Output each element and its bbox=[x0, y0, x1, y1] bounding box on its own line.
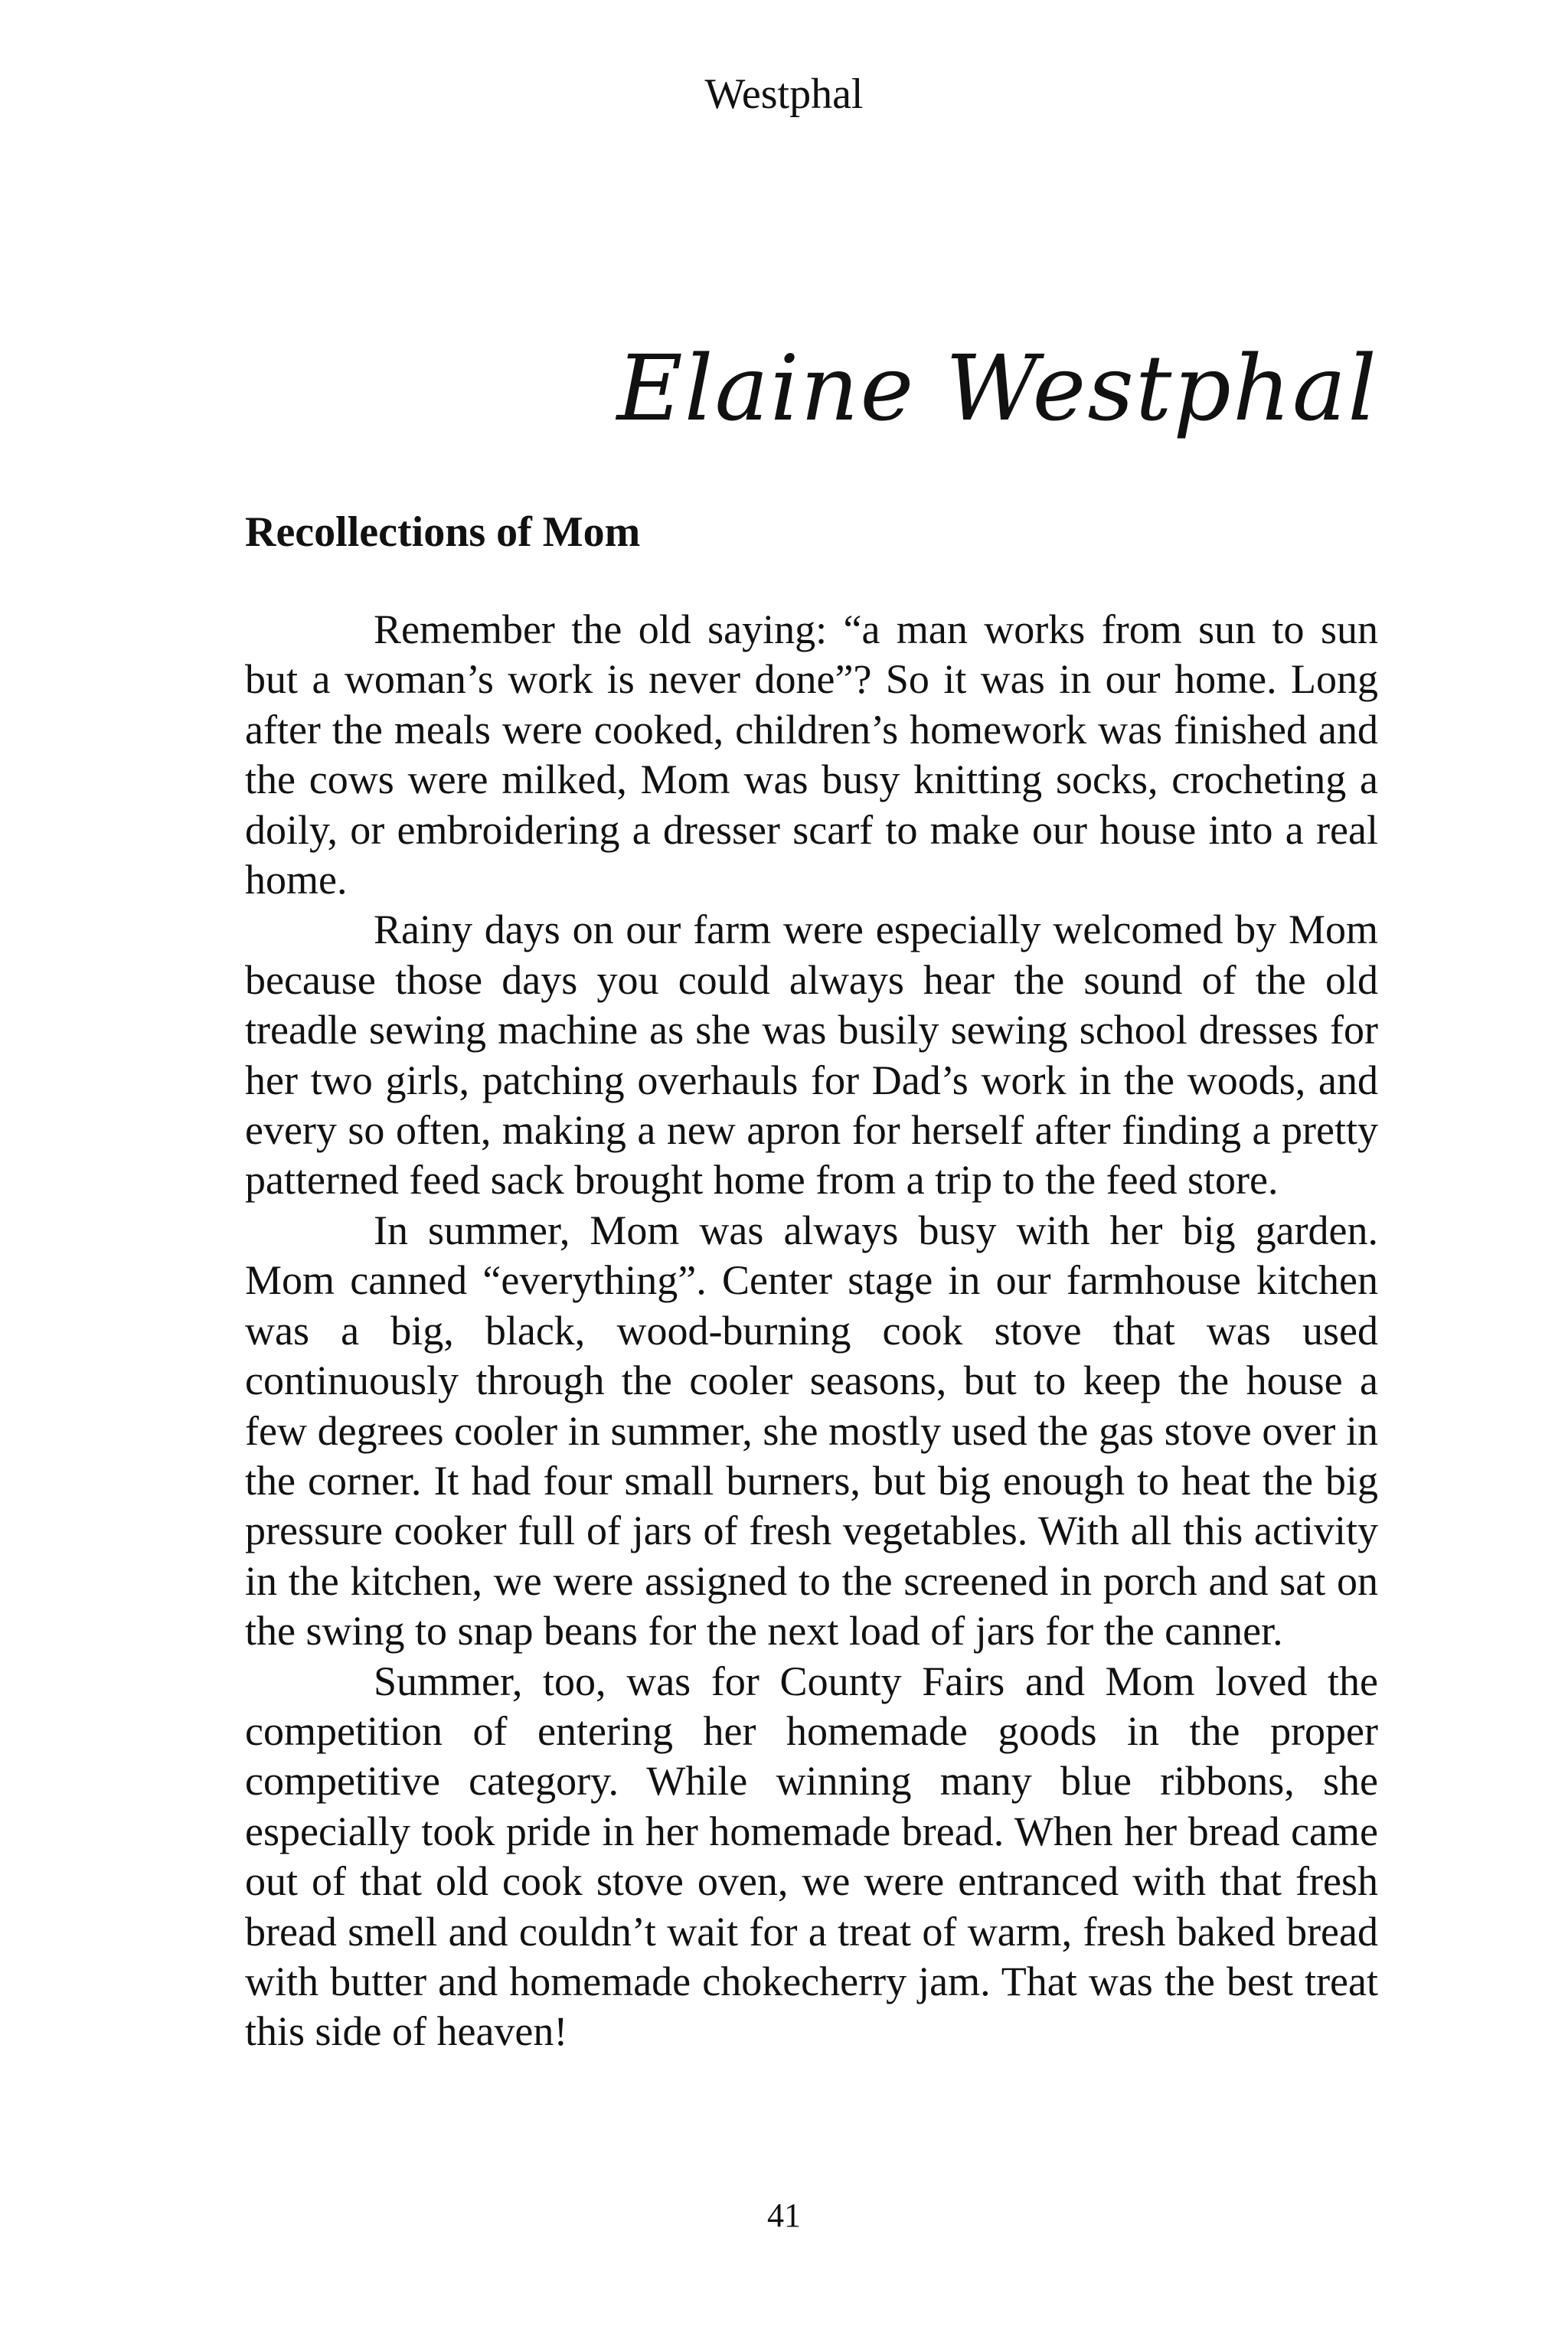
paragraph: Remember the old saying: “a man works from sun to sun but a woman’s work is never done”? So it was in our home. Long after the meals were cooked, children’s homework was finished and the cows were milked, Mom was busy knitting socks, crocheting a doily, or embroidering a dresser scarf to make our house into a real home. bbox=[245, 606, 1378, 903]
body-text bbox=[245, 605, 1378, 2057]
paragraph: Summer, too, was for County Fairs and Mom loved the competition of entering her homemade goods in the proper competitive category. While winning many blue ribbons, she especially took pride in her homemade bread. When her bread came out of that old cook stove oven, we were entranced with that fresh bread smell and couldn’t wait for a treat of warm, fresh baked bread with butter and homemade chokecherry jam. That was the best treat this side of heaven! bbox=[245, 1658, 1378, 2055]
section-title: Recollections of Mom bbox=[245, 508, 641, 556]
author-name: Elaine Westphal bbox=[616, 335, 1378, 441]
running-head: Westphal bbox=[704, 70, 864, 118]
paragraph: Rainy days on our farm were especially welcomed by Mom because those days you could always hear the sound of the old treadle sewing machine as she was busily sewing school dresses for her two girls, patching overhauls for Dad’s work in the woods, and every so often, making a new apron for herself after finding a pretty patterned feed sack brought home from a trip to the feed store. bbox=[245, 906, 1378, 1204]
page-number: 41 bbox=[767, 2197, 801, 2234]
paragraph: In summer, Mom was always busy with her big garden. Mom canned “everything”. Center stage in our farmhouse kitchen was a big, black, wood-burning cook stove that was used continuously through the cooler seasons, but to keep the house a few degrees cooler in summer, she mostly used the gas stove over in the corner. It had four small burners, but big enough to heat the big pressure cooker full of jars of fresh vegetables. With all this activity in the kitchen, we were assigned to the screened in porch and sat on the swing to snap beans for the next load of jars for the canner. bbox=[245, 1207, 1378, 1655]
